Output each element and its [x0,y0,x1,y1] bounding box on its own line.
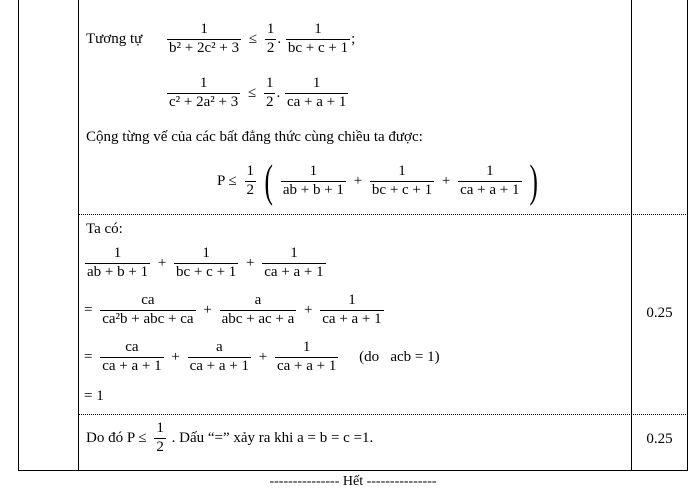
l1-term2-num: 1 [174,246,238,264]
ineq1-lhs-num: 1 [167,22,241,40]
ineq1-lhs-den: b² + 2c² + 3 [169,39,240,56]
l2-term3-num: 1 [320,293,383,311]
table-border-right [687,0,688,471]
ineq1-lhs-fraction [167,22,241,57]
l1-term2 [174,246,238,281]
p-term2 [370,164,434,199]
p-half-den: 2 [246,181,255,198]
ineq2-rel: ≤ [247,84,257,101]
equals-sign: = [84,301,93,318]
plus-sign: + [246,254,255,271]
sum-text: Cộng từng vế của các bất đẳng thức cùng chiều ta được: [86,129,423,145]
plus-sign: + [258,348,268,365]
ineq2-lhs-num: 1 [167,76,240,94]
l3-term2 [188,340,251,375]
score-row2: 0.25 [646,305,673,321]
ineq2-dot: . [276,84,281,101]
table-border-col2 [631,0,632,471]
l2-term1 [100,293,195,328]
p-term1 [281,164,346,199]
l1-term3-num: 1 [262,246,325,264]
l1-term3 [262,246,325,281]
conclusion-half-den: 2 [156,438,164,455]
table-border-col1 [78,0,79,471]
ineq2-half-num: 1 [264,76,276,94]
p-term3-num: 1 [458,164,521,182]
table-border-left [18,0,19,471]
ineq1-line [86,22,355,57]
p-term2-num: 1 [370,164,434,182]
l3-term1-num: ca [100,340,163,358]
ineq1-rhs-den: bc + c + 1 [287,39,349,56]
p-term1-den: ab + b + 1 [282,181,344,198]
ineq2-half [264,76,276,111]
ineq1-half-den: 2 [266,39,275,56]
p-inequality [214,155,542,206]
l2-term2-den: abc + ac + a [221,310,295,327]
row-divider-2 [78,414,688,415]
plus-sign: + [304,301,313,318]
l1-term2-den: bc + c + 1 [176,263,237,280]
sum-line-3 [84,340,443,375]
plus-sign: + [441,172,451,189]
l1-term1-num: 1 [85,246,150,264]
ineq2-lhs-den: c² + 2a² + 3 [169,93,239,110]
ineq2-line [166,76,349,111]
condition-note: (do acb = 1) [359,348,440,365]
ta-co-label: Ta có: [86,221,123,237]
l2-term1-num: ca [100,293,195,311]
conclusion-half [154,421,166,456]
ineq1-half-num: 1 [265,22,277,40]
answer-table [18,0,688,471]
l3-term1 [100,340,163,375]
l1-term3-den: ca + a + 1 [264,263,324,280]
table-border-bottom [18,470,688,471]
l2-term2-num: a [220,293,297,311]
p-term2-den: bc + c + 1 [371,181,433,198]
ineq1-end: ; [351,30,356,47]
ineq2-half-den: 2 [265,93,274,110]
conclusion-suffix: . Dấu “=” xảy ra khi a = b = c =1. [171,429,374,446]
ineq2-rhs-num: 1 [285,76,348,94]
row-divider-1 [78,214,688,215]
p-term1-num: 1 [281,164,346,182]
equals-sign: = [84,348,93,365]
sum-line-1 [84,246,327,281]
plus-sign: + [171,348,180,365]
plus-sign: + [157,254,167,271]
p-half-num: 1 [245,164,257,182]
p-half [245,164,257,199]
sum-line-4: = 1 [84,388,104,404]
l3-term3 [275,340,338,375]
l2-term1-den: ca²b + abc + ca [102,310,194,327]
ineq2-lhs-fraction [167,76,240,111]
l1-term1 [85,246,150,281]
ineq1-dot: . [277,30,282,47]
right-paren: ) [529,155,539,206]
l3-term2-num: a [188,340,251,358]
conclusion-half-num: 1 [154,421,166,439]
ineq1-half [265,22,277,57]
similarly-label: Tương tự [86,30,143,47]
conclusion-line [86,421,376,456]
l2-term2 [220,293,297,328]
l3-term3-den: ca + a + 1 [276,357,337,374]
p-term3-den: ca + a + 1 [460,181,520,198]
l3-term2-den: ca + a + 1 [189,357,249,374]
conclusion-prefix: Do đó P ≤ [86,429,147,446]
l1-term1-den: ab + b + 1 [87,263,149,280]
end-marker: --------------- Hết --------------- [269,474,437,489]
l2-term3 [320,293,383,328]
ineq2-rhs-fraction [285,76,348,111]
score-row3: 0.25 [646,431,673,447]
l2-term3-den: ca + a + 1 [322,310,382,327]
ineq1-rhs-num: 1 [286,22,350,40]
p-lhs: P ≤ [217,172,237,189]
ineq2-rhs-den: ca + a + 1 [286,93,347,110]
l3-term1-den: ca + a + 1 [102,357,162,374]
left-paren: ( [264,155,273,206]
ineq1-rel: ≤ [248,30,258,47]
ineq1-rhs-fraction [286,22,350,57]
p-term3 [458,164,521,199]
l3-term3-num: 1 [275,340,338,358]
plus-sign: + [353,172,363,189]
sum-line-2 [84,293,385,328]
plus-sign: + [203,301,212,318]
